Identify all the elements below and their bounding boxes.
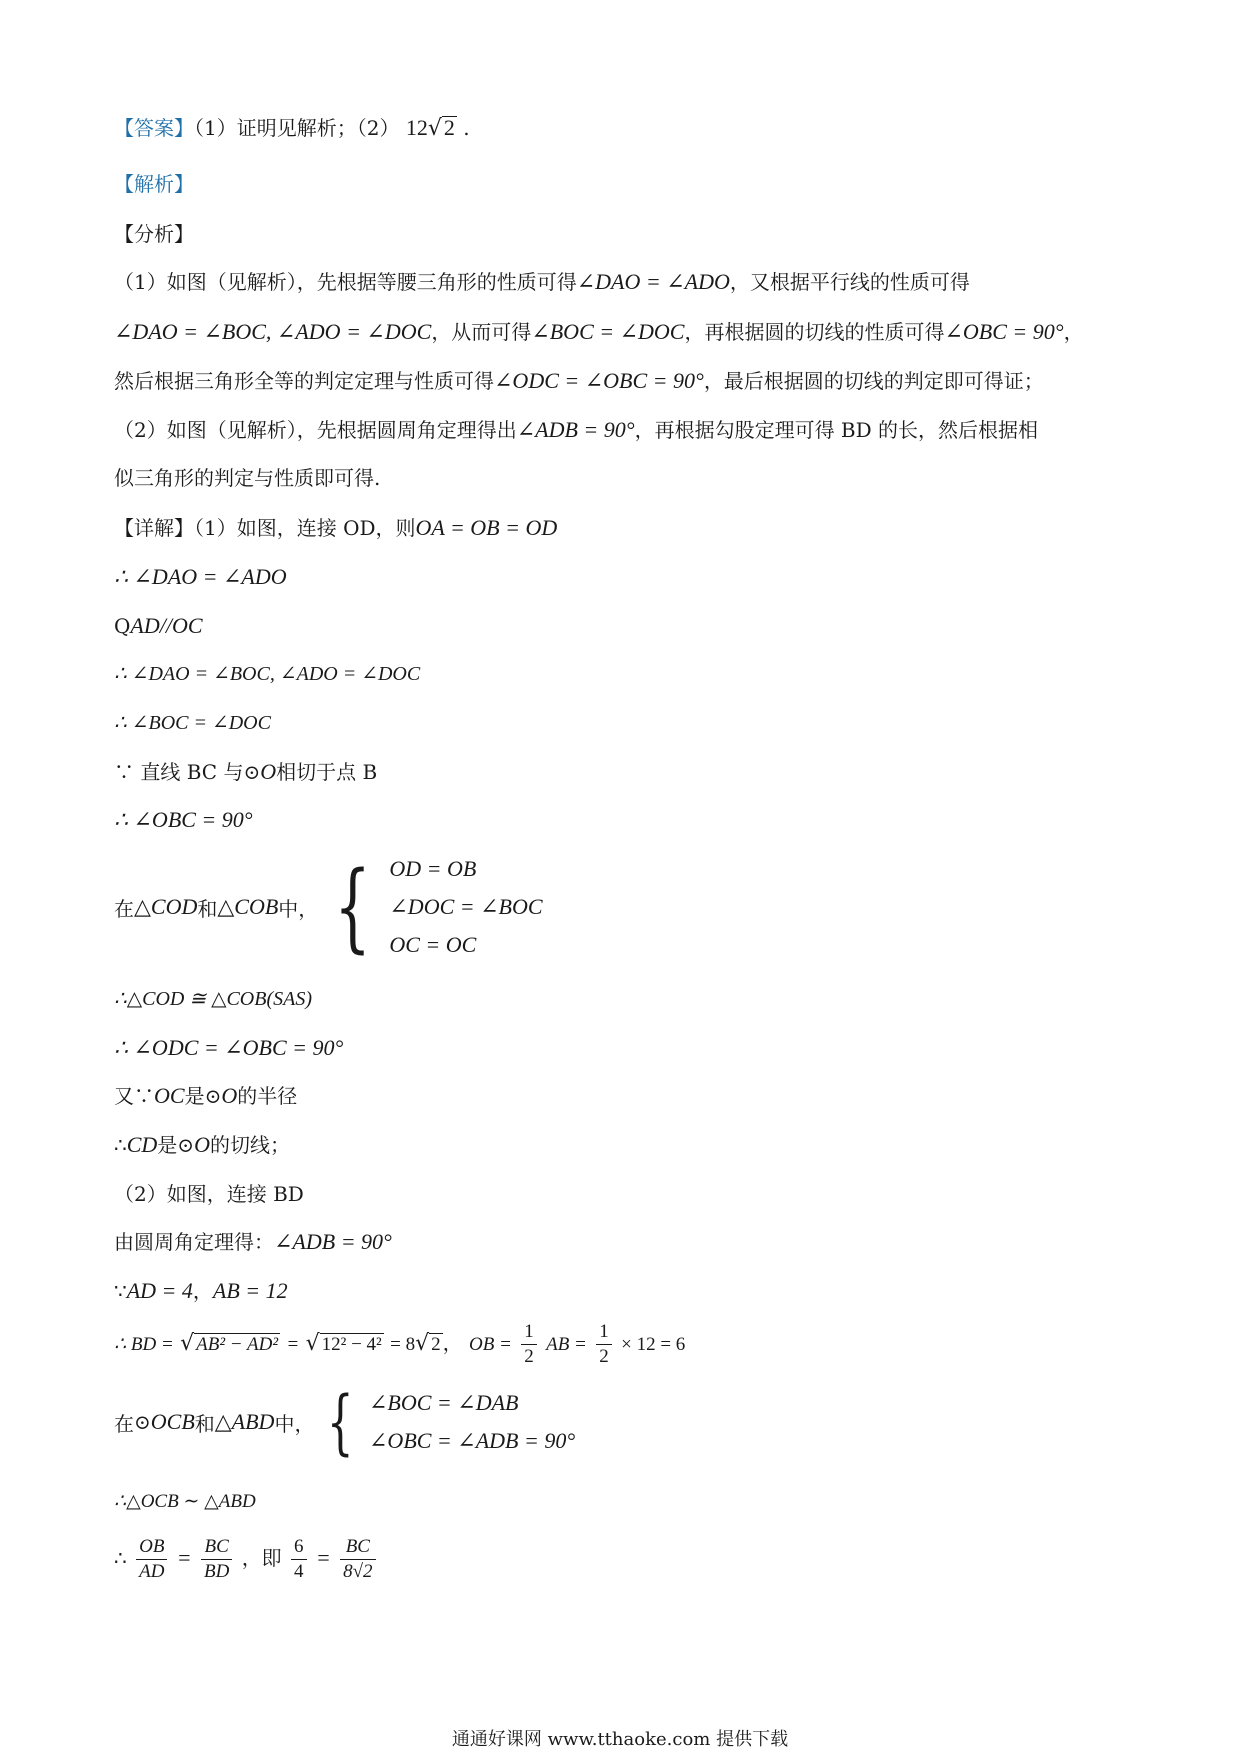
fenxi-line-1 xyxy=(114,268,970,296)
fraction xyxy=(136,1535,167,1584)
answer-text: （1）证明见解析；（2） xyxy=(194,116,400,140)
denominator: 4 xyxy=(294,1561,304,1582)
fenxi-line-2 xyxy=(114,318,1084,346)
analysis-tag: 【解析】 xyxy=(114,172,194,196)
equation-system xyxy=(389,850,542,964)
numerator: BC xyxy=(201,1535,232,1560)
math: AB = 12 xyxy=(212,1278,288,1303)
math: ∠OBC = 90° xyxy=(944,319,1064,344)
text: ∵ xyxy=(114,1279,127,1303)
text: 的半径 xyxy=(237,1084,298,1108)
fraction xyxy=(596,1320,612,1369)
step-9: ∴ ∠ODC = ∠OBC = 90° xyxy=(114,1035,344,1060)
detail-line-1 xyxy=(114,514,557,542)
math: ∠ADB = 90° xyxy=(274,1229,392,1254)
math: AD = 4 xyxy=(126,1278,193,1303)
text: 中， xyxy=(278,896,319,921)
numerator: 1 xyxy=(521,1320,537,1345)
math: = 8 xyxy=(390,1334,416,1355)
step-11 xyxy=(114,1131,290,1159)
math: CD xyxy=(126,1132,158,1157)
text: （1）如图（见解析），先根据等腰三角形的性质可得 xyxy=(114,270,577,294)
math: AB = xyxy=(546,1334,587,1355)
fraction xyxy=(521,1320,537,1369)
fenxi-line-3 xyxy=(114,367,1044,395)
step-2 xyxy=(114,612,203,640)
step-12 xyxy=(114,1228,392,1256)
fraction xyxy=(340,1535,375,1584)
left-brace: { xyxy=(327,1381,355,1463)
math: O xyxy=(221,1083,238,1108)
text: ，从而可得 xyxy=(431,320,532,344)
denominator: AD xyxy=(139,1561,165,1582)
text: ， xyxy=(192,1279,213,1303)
math: ∴ BD = xyxy=(114,1334,174,1355)
numerator: 1 xyxy=(596,1320,612,1345)
system-line: OC = OC xyxy=(389,932,477,957)
radicand: AB² − AD² xyxy=(196,1334,279,1355)
fenxi-line-5: 似三角形的判定与性质即可得. xyxy=(114,466,381,490)
answer-radicand: 2 xyxy=(443,115,455,140)
math: O xyxy=(194,1132,210,1157)
math: △COD xyxy=(134,894,198,919)
part-2-heading: （2）如图，连接 BD xyxy=(114,1182,304,1206)
radicand: 2 xyxy=(431,1334,441,1355)
text: ，再根据圆的切线的性质可得 xyxy=(684,320,945,344)
answer-coef: 12 xyxy=(405,115,428,140)
step-7 xyxy=(114,850,543,964)
math: ∠BOC = ∠DOC xyxy=(531,319,685,344)
fraction xyxy=(201,1535,232,1584)
text: 是 xyxy=(184,1084,205,1108)
step-5 xyxy=(114,758,377,786)
denominator: 8√2 xyxy=(343,1561,373,1582)
math: = xyxy=(176,1545,192,1570)
text: 相切于点 B xyxy=(276,760,378,784)
numerator: 6 xyxy=(291,1535,307,1560)
math: ∠ODC = ∠OBC = 90° xyxy=(494,368,704,393)
text: （1）如图，连接 OD，则 xyxy=(194,516,416,540)
step-8: ∴△COD ≅ △COB(SAS) xyxy=(114,988,313,1010)
step-16: ∴△OCB ∼ △ABD xyxy=(114,1491,256,1512)
math: ∠DAO = ∠ADO xyxy=(576,269,730,294)
denominator: 2 xyxy=(524,1346,534,1367)
step-17 xyxy=(114,1528,379,1588)
denominator: BD xyxy=(204,1561,230,1582)
text: 在 xyxy=(114,896,134,921)
text: ∵ 直线 BC 与 xyxy=(114,760,244,784)
system-line: ∠DOC = ∠BOC xyxy=(389,894,543,919)
circle-symbol: ⊙ xyxy=(177,1133,195,1157)
step-14: ∴ BD = √ AB² − AD² = √ 12² − 4² = 8√ 2 ， OB = $\frac{1}{2}$ AB = $\frac{1}{2}$ × 12 = 6 xyxy=(114,1321,686,1367)
text: 由圆周角定理得： xyxy=(114,1230,274,1254)
numerator: BC xyxy=(340,1535,375,1560)
text: 和 xyxy=(197,896,218,921)
math: = xyxy=(286,1334,300,1355)
text: ∴ xyxy=(114,1546,127,1570)
text: 在 xyxy=(114,1411,134,1436)
text: ，最后根据圆的切线的判定即可得证； xyxy=(703,369,1044,393)
math: OC xyxy=(154,1083,185,1108)
radicand: 12² − 4² xyxy=(321,1334,382,1355)
text: ， xyxy=(442,1331,463,1355)
circle-symbol: ⊙ xyxy=(243,760,261,784)
step-1: ∴ ∠DAO = ∠ADO xyxy=(114,564,287,589)
text: 然后根据三角形全等的判定定理与性质可得 xyxy=(114,369,494,393)
fenxi-line-4 xyxy=(114,416,1038,444)
step-4: ∴ ∠BOC = ∠DOC xyxy=(114,712,271,734)
step-13 xyxy=(114,1277,288,1305)
text: Q xyxy=(114,614,131,638)
text: ，再根据勾股定理可得 BD 的长，然后根据相 xyxy=(634,418,1039,442)
fraction xyxy=(291,1535,307,1584)
text: ，又根据平行线的性质可得 xyxy=(729,270,970,294)
step-15 xyxy=(114,1381,576,1463)
math: △COB xyxy=(217,894,279,919)
math: O xyxy=(260,759,277,784)
system-line: ∠OBC = ∠ADB = 90° xyxy=(369,1428,576,1453)
left-brace: { xyxy=(334,851,372,963)
answer-tag: 【答案】 xyxy=(114,116,194,140)
math: × 12 = 6 xyxy=(621,1334,686,1355)
circle-symbol: ⊙ xyxy=(204,1084,222,1108)
math: △ABD xyxy=(214,1409,275,1434)
detail-tag: 【详解】 xyxy=(114,516,194,540)
page-footer: 通通好课网 www.tthaoke.com 提供下载 xyxy=(451,1729,789,1750)
text: ， xyxy=(1063,320,1084,344)
denominator: 2 xyxy=(599,1346,609,1367)
fenxi-tag: 【分析】 xyxy=(114,222,194,246)
text: ，即 xyxy=(241,1546,282,1570)
answer-line: 【答案】（1）证明见解析；（2） 12√2 . xyxy=(114,115,470,141)
step-10 xyxy=(114,1082,297,1110)
text: 和 xyxy=(194,1411,215,1436)
math: AD//OC xyxy=(130,613,203,638)
math: ∠ADB = 90° xyxy=(516,417,635,442)
text: ∴ xyxy=(114,1133,127,1157)
math: OA = OB = OD xyxy=(415,515,558,540)
math: OCB xyxy=(150,1409,195,1434)
math: = xyxy=(315,1545,331,1570)
system-line: ∠BOC = ∠DAB xyxy=(369,1390,519,1415)
numerator: OB xyxy=(136,1535,167,1560)
math: ∠DAO = ∠BOC, ∠ADO = ∠DOC xyxy=(114,319,432,344)
equation-system xyxy=(369,1384,575,1460)
text: 是 xyxy=(157,1133,178,1157)
answer-end: . xyxy=(463,116,470,140)
step-3: ∴ ∠DAO = ∠BOC, ∠ADO = ∠DOC xyxy=(114,663,421,685)
text: 的切线； xyxy=(209,1133,290,1157)
math: OB = xyxy=(468,1334,512,1355)
text: 又∵ xyxy=(114,1084,154,1108)
step-6: ∴ ∠OBC = 90° xyxy=(114,807,253,832)
text: 中， xyxy=(274,1411,315,1436)
system-line: OD = OB xyxy=(389,856,477,881)
circle-symbol: ⊙ xyxy=(134,1410,151,1434)
text: （2）如图（见解析），先根据圆周角定理得出 xyxy=(114,418,517,442)
